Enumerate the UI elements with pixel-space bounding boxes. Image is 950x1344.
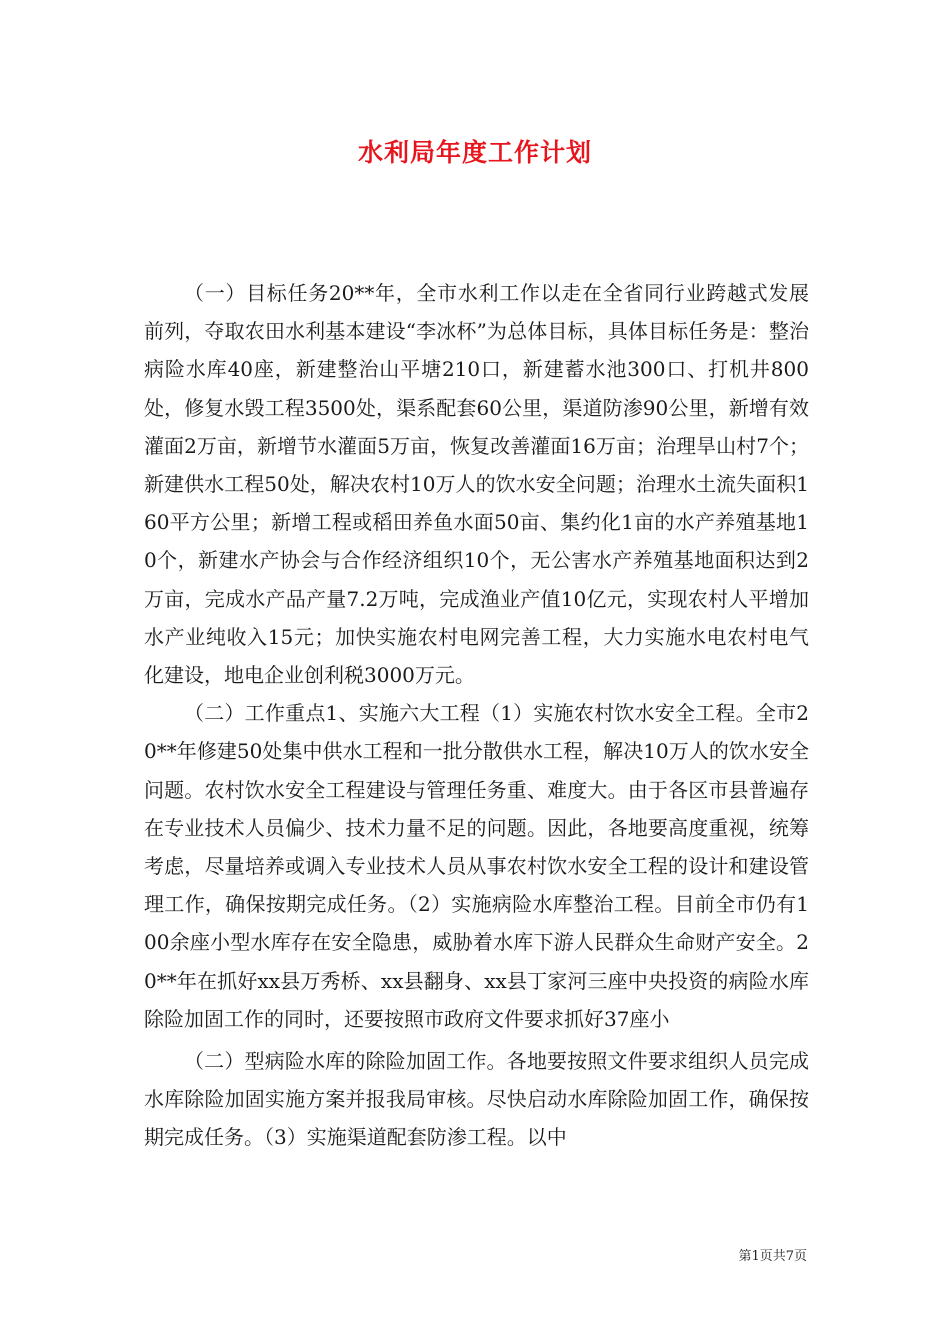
paragraph-key-work: （二）工作重点1、实施六大工程（1）实施农村饮水安全工程。全市20**年修建50处集中供水工程和一批分散供水工程，解决10万人的饮水安全问题。农村饮水安全工程建设与管理任务重、难度大。由于各区市县普遍存在专业技术人员偏少、技术力量不足的问题。因此，各地要高度重视，统筹考虑，尽量培养或调入专业技术人员从事农村饮水安全工程的设计和建设管理工作，确保按期完成任务。（2）实施病险水库整治工程。目前全市仍有100余座小型水库存在安全隐患，威胁着水库下游人民群众生命财产安全。20**年在抓好xx县万秀桥、xx县翻身、xx县丁家河三座中央投资的病险水库除险加固工作的同时，还要按照市政府文件要求抓好37座小: [144, 701, 809, 1031]
document-title: 水利局年度工作计划: [357, 138, 592, 167]
paragraph-goals: （一）目标任务20**年，全市水利工作以走在全省同行业跨越式发展前列，夺取农田水利基本建设“李冰杯”为总体目标，具体目标任务是：整治病险水库40座，新建整治山平塘210口，新建蓄水池300口、打机井800处，修复水毁工程3500处，渠系配套60公里，渠道防渗90公里，新增有效灌面2万亩，新增节水灌面5万亩，恢复改善灌面16万亩；治理旱山村7个；新建供水工程50处，解决农村10万人的饮水安全问题；治理水土流失面积160平方公里；新增工程或稻田养鱼水面50亩、集约化1亩的水产养殖基地10个，新建水产协会与合作经济组织10个，无公害水产养殖基地面积达到2万亩，完成水产品产量7.2万吨，完成渔业产值10亿元，实现农村人平增加水产业纯收入15元；加快实施农村电网完善工程，大力实施水电农村电气化建设，地电企业创利税3000万元。: [144, 281, 809, 688]
document-body: [144, 274, 809, 1157]
page-number: 第1页共7页: [738, 1249, 807, 1264]
paragraph-continued: （二）型病险水库的除险加固工作。各地要按照文件要求组织人员完成水库除险加固实施方案并报我局审核。尽快启动水库除险加固工作，确保按期完成任务。（3）实施渠道配套防渗工程。以中: [144, 1049, 809, 1150]
